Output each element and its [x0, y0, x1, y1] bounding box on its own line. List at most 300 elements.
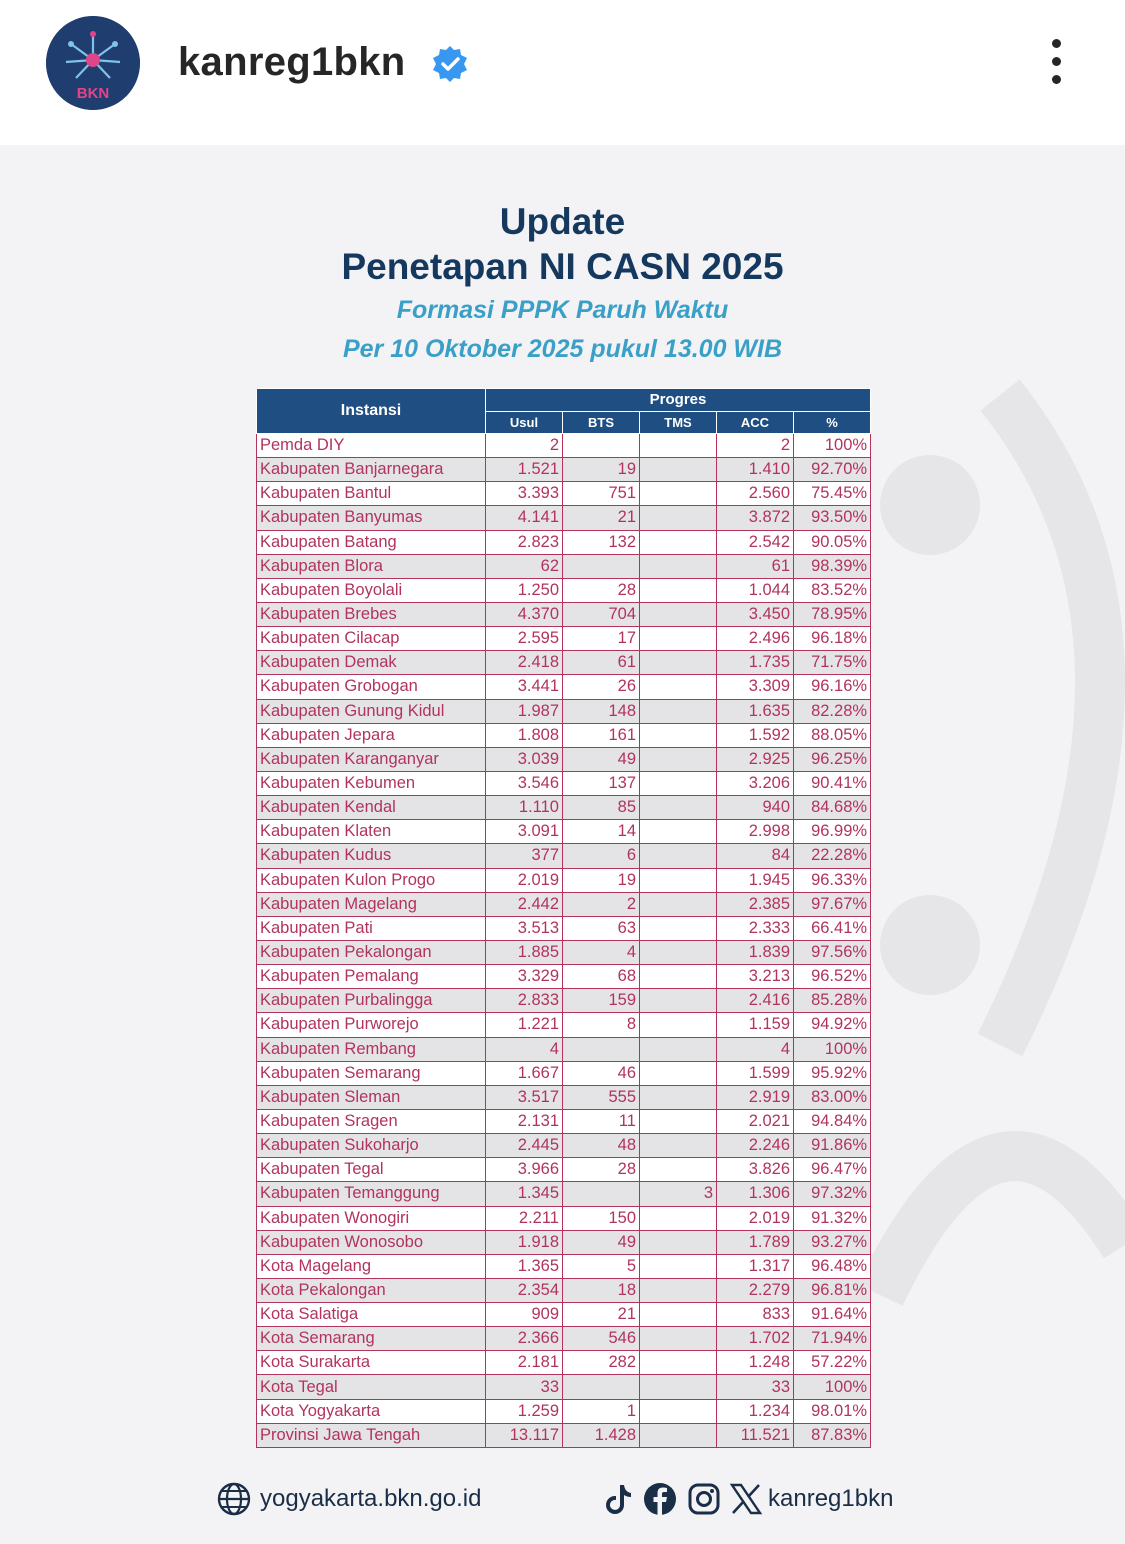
cell-tms [640, 627, 717, 651]
cell-tms [640, 1158, 717, 1182]
cell-percent: 57.22% [794, 1351, 871, 1375]
cell-bts: 161 [563, 723, 640, 747]
table-row [257, 1351, 871, 1375]
cell-usul: 1.987 [486, 699, 563, 723]
cell-percent: 88.05% [794, 723, 871, 747]
cell-instansi: Kota Surakarta [257, 1351, 486, 1375]
cell-acc: 1.044 [717, 578, 794, 602]
cell-usul: 909 [486, 1303, 563, 1327]
cell-acc: 3.309 [717, 675, 794, 699]
cell-usul: 1.110 [486, 796, 563, 820]
table-row [257, 554, 871, 578]
cell-bts: 8 [563, 1013, 640, 1037]
post-header [0, 0, 1125, 145]
table-row [257, 1109, 871, 1133]
cell-acc: 2.019 [717, 1206, 794, 1230]
cell-acc: 4 [717, 1037, 794, 1061]
cell-percent: 96.18% [794, 627, 871, 651]
cell-usul: 3.966 [486, 1158, 563, 1182]
cell-usul: 3.329 [486, 965, 563, 989]
cell-bts: 18 [563, 1278, 640, 1302]
cell-acc: 3.826 [717, 1158, 794, 1182]
cell-percent: 95.92% [794, 1061, 871, 1085]
table-row [257, 1278, 871, 1302]
cell-instansi: Kabupaten Banyumas [257, 506, 486, 530]
cell-instansi: Kabupaten Purbalingga [257, 989, 486, 1013]
cell-bts: 68 [563, 965, 640, 989]
cell-acc: 84 [717, 844, 794, 868]
cell-acc: 1.317 [717, 1254, 794, 1278]
cell-bts: 6 [563, 844, 640, 868]
table-row [257, 1399, 871, 1423]
cell-bts [563, 554, 640, 578]
cell-instansi: Kabupaten Brebes [257, 602, 486, 626]
cell-acc: 1.635 [717, 699, 794, 723]
cell-instansi: Kabupaten Purworejo [257, 1013, 486, 1037]
cell-percent: 83.00% [794, 1085, 871, 1109]
cell-percent: 90.41% [794, 771, 871, 795]
cell-acc: 3.206 [717, 771, 794, 795]
cell-tms [640, 1278, 717, 1302]
cell-bts: 85 [563, 796, 640, 820]
cell-usul: 2.354 [486, 1278, 563, 1302]
cell-bts: 751 [563, 482, 640, 506]
cell-instansi: Kabupaten Pekalongan [257, 940, 486, 964]
cell-percent: 91.86% [794, 1134, 871, 1158]
cell-bts: 11 [563, 1109, 640, 1133]
cell-percent: 83.52% [794, 578, 871, 602]
table-row [257, 796, 871, 820]
cell-tms [640, 1013, 717, 1037]
avatar[interactable] [46, 16, 140, 110]
cell-tms [640, 530, 717, 554]
cell-instansi: Kabupaten Blora [257, 554, 486, 578]
cell-tms [640, 578, 717, 602]
cell-percent: 90.05% [794, 530, 871, 554]
cell-bts: 150 [563, 1206, 640, 1230]
facebook-icon[interactable] [642, 1481, 678, 1517]
cell-instansi: Kabupaten Kulon Progo [257, 868, 486, 892]
cell-acc: 2.925 [717, 747, 794, 771]
cell-bts: 546 [563, 1327, 640, 1351]
table-row [257, 506, 871, 530]
cell-instansi: Kabupaten Sukoharjo [257, 1134, 486, 1158]
cell-acc: 1.789 [717, 1230, 794, 1254]
cell-tms [640, 1134, 717, 1158]
cell-percent: 82.28% [794, 699, 871, 723]
table-row [257, 1061, 871, 1085]
cell-instansi: Kota Pekalongan [257, 1278, 486, 1302]
cell-acc: 1.735 [717, 651, 794, 675]
cell-usul: 1.221 [486, 1013, 563, 1037]
poster-subtitle-line1: Formasi PPPK Paruh Waktu [396, 296, 729, 324]
table-row [257, 820, 871, 844]
cell-acc: 1.592 [717, 723, 794, 747]
cell-acc: 2.919 [717, 1085, 794, 1109]
cell-acc: 2.542 [717, 530, 794, 554]
cell-bts: 26 [563, 675, 640, 699]
cell-tms [640, 699, 717, 723]
cell-usul: 4 [486, 1037, 563, 1061]
cell-usul: 2.442 [486, 892, 563, 916]
cell-percent: 100% [794, 1037, 871, 1061]
cell-instansi: Kabupaten Banjarnegara [257, 458, 486, 482]
cell-percent: 97.32% [794, 1182, 871, 1206]
cell-percent: 92.70% [794, 458, 871, 482]
avatar-text: BKN [76, 85, 110, 102]
cell-instansi: Kabupaten Rembang [257, 1037, 486, 1061]
cell-instansi: Pemda DIY [257, 434, 486, 458]
cell-usul: 3.513 [486, 916, 563, 940]
cell-usul: 1.885 [486, 940, 563, 964]
cell-percent: 71.94% [794, 1327, 871, 1351]
cell-tms [640, 965, 717, 989]
header-tms: TMS [640, 411, 717, 434]
bkn-logo-icon [46, 16, 140, 110]
cell-bts: 63 [563, 916, 640, 940]
cell-usul: 2.131 [486, 1109, 563, 1133]
cell-tms [640, 1206, 717, 1230]
cell-usul: 3.441 [486, 675, 563, 699]
poster-footer [0, 1473, 1125, 1523]
cell-bts: 132 [563, 530, 640, 554]
header-instansi: Instansi [257, 389, 486, 434]
cell-tms [640, 868, 717, 892]
cell-percent: 100% [794, 434, 871, 458]
cell-tms [640, 1423, 717, 1447]
cell-instansi: Kabupaten Klaten [257, 820, 486, 844]
cell-acc: 2.279 [717, 1278, 794, 1302]
cell-percent: 96.16% [794, 675, 871, 699]
cell-percent: 94.84% [794, 1109, 871, 1133]
cell-instansi: Kabupaten Pati [257, 916, 486, 940]
cell-bts: 19 [563, 458, 640, 482]
table-row [257, 675, 871, 699]
cell-usul: 1.259 [486, 1399, 563, 1423]
globe-icon [216, 1481, 252, 1517]
cell-instansi: Kabupaten Kebumen [257, 771, 486, 795]
cell-usul: 4.370 [486, 602, 563, 626]
cell-usul: 3.091 [486, 820, 563, 844]
cell-bts: 49 [563, 1230, 640, 1254]
more-options-icon[interactable] [1036, 34, 1076, 94]
table-row [257, 1085, 871, 1109]
cell-tms [640, 1375, 717, 1399]
cell-bts: 282 [563, 1351, 640, 1375]
table-row [257, 1303, 871, 1327]
cell-bts: 14 [563, 820, 640, 844]
cell-instansi: Kabupaten Boyolali [257, 578, 486, 602]
cell-acc: 2.416 [717, 989, 794, 1013]
cell-tms [640, 458, 717, 482]
cell-acc: 2 [717, 434, 794, 458]
cell-acc: 2.021 [717, 1109, 794, 1133]
table-row [257, 1158, 871, 1182]
cell-instansi: Kabupaten Batang [257, 530, 486, 554]
cell-usul: 1.808 [486, 723, 563, 747]
cell-acc: 833 [717, 1303, 794, 1327]
cell-usul: 1.365 [486, 1254, 563, 1278]
cell-tms [640, 434, 717, 458]
cell-acc: 2.998 [717, 820, 794, 844]
cell-instansi: Kabupaten Pemalang [257, 965, 486, 989]
cell-instansi: Kota Salatiga [257, 1303, 486, 1327]
cell-instansi: Kabupaten Tegal [257, 1158, 486, 1182]
cell-acc: 33 [717, 1375, 794, 1399]
cell-usul: 1.918 [486, 1230, 563, 1254]
cell-usul: 1.667 [486, 1061, 563, 1085]
cell-bts [563, 1375, 640, 1399]
cell-bts: 28 [563, 1158, 640, 1182]
table-row [257, 989, 871, 1013]
cell-instansi: Kabupaten Grobogan [257, 675, 486, 699]
table-row [257, 699, 871, 723]
cell-bts: 1.428 [563, 1423, 640, 1447]
cell-usul: 2.019 [486, 868, 563, 892]
cell-bts [563, 1182, 640, 1206]
cell-usul: 2.181 [486, 1351, 563, 1375]
cell-instansi: Kabupaten Sragen [257, 1109, 486, 1133]
tiktok-icon[interactable] [600, 1481, 636, 1517]
table-row [257, 1327, 871, 1351]
cell-tms [640, 1327, 717, 1351]
cell-usul: 1.521 [486, 458, 563, 482]
post-image [0, 145, 1125, 1544]
cell-percent: 75.45% [794, 482, 871, 506]
cell-acc: 1.945 [717, 868, 794, 892]
cell-bts: 48 [563, 1134, 640, 1158]
table-row [257, 651, 871, 675]
table-row [257, 1230, 871, 1254]
cell-instansi: Kabupaten Bantul [257, 482, 486, 506]
cell-instansi: Kota Magelang [257, 1254, 486, 1278]
table-row [257, 627, 871, 651]
header-progres: Progres [486, 389, 871, 412]
table-row [257, 578, 871, 602]
cell-tms [640, 820, 717, 844]
cell-tms [640, 796, 717, 820]
cell-percent: 97.56% [794, 940, 871, 964]
cell-percent: 96.81% [794, 1278, 871, 1302]
header-bts: BTS [563, 411, 640, 434]
cell-acc: 2.496 [717, 627, 794, 651]
cell-tms [640, 989, 717, 1013]
cell-percent: 78.95% [794, 602, 871, 626]
cell-instansi: Kabupaten Semarang [257, 1061, 486, 1085]
cell-acc: 11.521 [717, 1423, 794, 1447]
poster-subtitle-line2: Per 10 Oktober 2025 pukul 13.00 WIB [342, 335, 783, 363]
poster-title-line1: Update [499, 201, 626, 242]
cell-bts: 61 [563, 651, 640, 675]
cell-bts: 1 [563, 1399, 640, 1423]
cell-percent: 96.33% [794, 868, 871, 892]
cell-tms [640, 1254, 717, 1278]
table-row [257, 965, 871, 989]
data-table [256, 388, 871, 1448]
cell-acc: 3.213 [717, 965, 794, 989]
cell-bts: 28 [563, 578, 640, 602]
table-row [257, 530, 871, 554]
table-row [257, 723, 871, 747]
cell-usul: 2.833 [486, 989, 563, 1013]
cell-usul: 1.345 [486, 1182, 563, 1206]
cell-acc: 1.599 [717, 1061, 794, 1085]
cell-instansi: Kabupaten Demak [257, 651, 486, 675]
cell-instansi: Kota Yogyakarta [257, 1399, 486, 1423]
cell-usul: 62 [486, 554, 563, 578]
table-row [257, 1423, 871, 1447]
cell-percent: 93.27% [794, 1230, 871, 1254]
cell-percent: 97.67% [794, 892, 871, 916]
cell-acc: 61 [717, 554, 794, 578]
cell-percent: 98.39% [794, 554, 871, 578]
cell-tms [640, 1061, 717, 1085]
social-handle[interactable]: kanreg1bkn [768, 1485, 894, 1512]
cell-tms [640, 723, 717, 747]
cell-acc: 1.839 [717, 940, 794, 964]
poster-title-line2: Penetapan NI CASN 2025 [341, 246, 784, 287]
header-percent: % [794, 411, 871, 434]
table-row [257, 482, 871, 506]
verified-badge-icon [430, 44, 470, 84]
username[interactable]: kanreg1bkn [178, 40, 406, 84]
cell-instansi: Kabupaten Wonosobo [257, 1230, 486, 1254]
table-row [257, 844, 871, 868]
cell-acc: 3.450 [717, 602, 794, 626]
cell-instansi: Kabupaten Wonogiri [257, 1206, 486, 1230]
cell-instansi: Kabupaten Jepara [257, 723, 486, 747]
cell-tms [640, 1303, 717, 1327]
table-row [257, 1013, 871, 1037]
cell-bts: 148 [563, 699, 640, 723]
cell-percent: 96.99% [794, 820, 871, 844]
cell-tms [640, 940, 717, 964]
cell-percent: 84.68% [794, 796, 871, 820]
table-row [257, 771, 871, 795]
cell-tms [640, 771, 717, 795]
cell-tms [640, 892, 717, 916]
cell-tms [640, 1351, 717, 1375]
cell-usul: 3.393 [486, 482, 563, 506]
cell-percent: 87.83% [794, 1423, 871, 1447]
cell-usul: 377 [486, 844, 563, 868]
cell-usul: 3.517 [486, 1085, 563, 1109]
cell-acc: 1.159 [717, 1013, 794, 1037]
cell-tms [640, 844, 717, 868]
cell-bts: 21 [563, 1303, 640, 1327]
x-icon[interactable] [728, 1481, 764, 1517]
cell-percent: 22.28% [794, 844, 871, 868]
cell-bts: 704 [563, 602, 640, 626]
cell-usul: 2.823 [486, 530, 563, 554]
cell-acc: 940 [717, 796, 794, 820]
cell-acc: 1.248 [717, 1351, 794, 1375]
cell-instansi: Kabupaten Temanggung [257, 1182, 486, 1206]
cell-percent: 91.64% [794, 1303, 871, 1327]
cell-tms [640, 1109, 717, 1133]
cell-bts: 19 [563, 868, 640, 892]
cell-usul: 2.445 [486, 1134, 563, 1158]
table-row [257, 747, 871, 771]
cell-instansi: Kabupaten Cilacap [257, 627, 486, 651]
instagram-icon[interactable] [686, 1481, 722, 1517]
cell-percent: 93.50% [794, 506, 871, 530]
cell-percent: 96.48% [794, 1254, 871, 1278]
cell-tms [640, 747, 717, 771]
cell-tms [640, 1230, 717, 1254]
cell-instansi: Kabupaten Kudus [257, 844, 486, 868]
cell-instansi: Kota Tegal [257, 1375, 486, 1399]
cell-bts [563, 434, 640, 458]
cell-acc: 1.306 [717, 1182, 794, 1206]
header-usul: Usul [486, 411, 563, 434]
table-row [257, 1206, 871, 1230]
cell-usul: 2.366 [486, 1327, 563, 1351]
cell-tms [640, 602, 717, 626]
cell-percent: 85.28% [794, 989, 871, 1013]
cell-percent: 100% [794, 1375, 871, 1399]
cell-tms [640, 916, 717, 940]
cell-usul: 2.595 [486, 627, 563, 651]
cell-percent: 98.01% [794, 1399, 871, 1423]
cell-bts: 137 [563, 771, 640, 795]
cell-usul: 2 [486, 434, 563, 458]
cell-usul: 1.250 [486, 578, 563, 602]
cell-bts: 555 [563, 1085, 640, 1109]
cell-tms [640, 651, 717, 675]
cell-bts: 159 [563, 989, 640, 1013]
website-link[interactable]: yogyakarta.bkn.go.id [260, 1485, 482, 1512]
cell-usul: 4.141 [486, 506, 563, 530]
table-row [257, 1134, 871, 1158]
cell-tms [640, 1085, 717, 1109]
cell-bts: 49 [563, 747, 640, 771]
table-row [257, 940, 871, 964]
table-row [257, 1254, 871, 1278]
cell-usul: 3.546 [486, 771, 563, 795]
table-row [257, 602, 871, 626]
cell-usul: 3.039 [486, 747, 563, 771]
cell-instansi: Kabupaten Gunung Kidul [257, 699, 486, 723]
cell-tms [640, 1399, 717, 1423]
cell-tms [640, 675, 717, 699]
cell-acc: 1.702 [717, 1327, 794, 1351]
cell-tms [640, 554, 717, 578]
table-body [257, 434, 871, 1448]
cell-acc: 2.385 [717, 892, 794, 916]
cell-instansi: Kabupaten Sleman [257, 1085, 486, 1109]
cell-bts [563, 1037, 640, 1061]
cell-percent: 96.52% [794, 965, 871, 989]
table-row [257, 868, 871, 892]
cell-tms [640, 482, 717, 506]
cell-instansi: Provinsi Jawa Tengah [257, 1423, 486, 1447]
cell-usul: 33 [486, 1375, 563, 1399]
table-row [257, 1037, 871, 1061]
cell-bts: 46 [563, 1061, 640, 1085]
cell-instansi: Kabupaten Kendal [257, 796, 486, 820]
cell-instansi: Kota Semarang [257, 1327, 486, 1351]
cell-percent: 71.75% [794, 651, 871, 675]
cell-percent: 94.92% [794, 1013, 871, 1037]
cell-acc: 2.560 [717, 482, 794, 506]
cell-acc: 2.246 [717, 1134, 794, 1158]
cell-acc: 1.234 [717, 1399, 794, 1423]
cell-percent: 96.25% [794, 747, 871, 771]
table-row [257, 892, 871, 916]
cell-percent: 66.41% [794, 916, 871, 940]
cell-bts: 21 [563, 506, 640, 530]
